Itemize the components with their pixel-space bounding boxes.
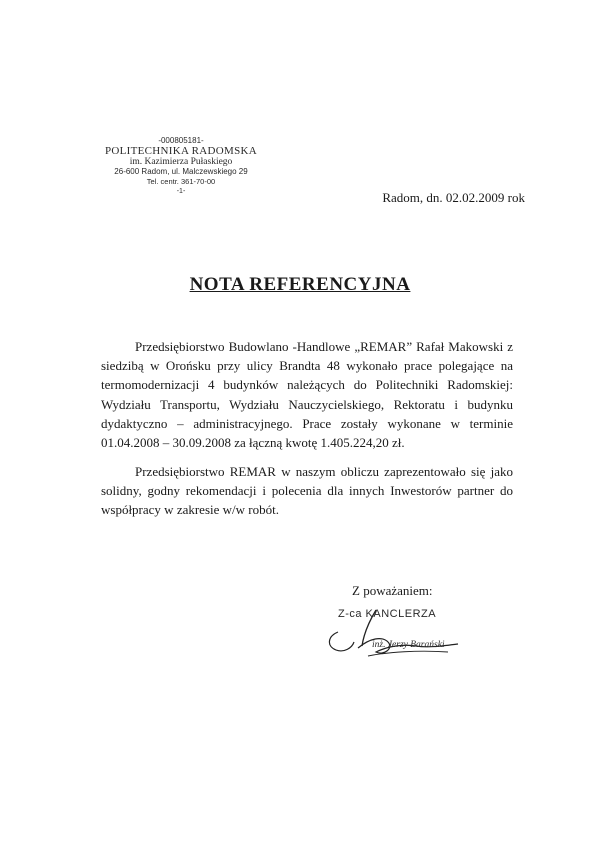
letter-date: Radom, dn. 02.02.2009 rok — [382, 190, 525, 205]
stamp-institution-name: POLITECHNIKA RADOMSKA — [104, 145, 258, 157]
stamp-address: 26-600 Radom, ul. Malczewskiego 29 — [114, 167, 248, 176]
signer-title: Z-ca KANCLERZA — [338, 608, 437, 620]
letter-title: NOTA REFERENCYJNA — [189, 274, 411, 295]
closing-greeting: Z poważaniem: — [352, 583, 433, 598]
stamp-code: -000805181- — [158, 136, 204, 145]
stamp-patron: im. Kazimierza Pułaskiego — [129, 157, 233, 167]
body-paragraph-1: Przedsiębiorstwo Budowlano -Handlowe „REMAR” Rafał Makowski z siedzibą w Orońsku przy ulicy Brandta 48 wykonało prace polegające na termomodernizacji 4 budynków należących do Politechniki Radomskiej: Wydziału Transportu, Wydziału Nauczycielskiego, Rektoratu i budynku dydaktyczno – administracyjnego. Prace zostały wykonane w terminie 01.04.2008 – 30.09.2008 za łączną kwotę 1.405.224,20 zł. — [101, 339, 513, 451]
signer-name: inż. Jerzy Barański — [372, 640, 445, 650]
institution-stamp — [92, 136, 270, 197]
stamp-number: -1- — [176, 188, 186, 195]
stamp-phone: Tel. centr. 361-70-00 — [146, 177, 216, 186]
body-paragraph-2: Przedsiębiorstwo REMAR w naszym obliczu zaprezentowało się jako solidny, godny rekomendacji i polecenia dla innych Inwestorów partner do współpracy w zakresie w/w robót. — [101, 464, 513, 518]
